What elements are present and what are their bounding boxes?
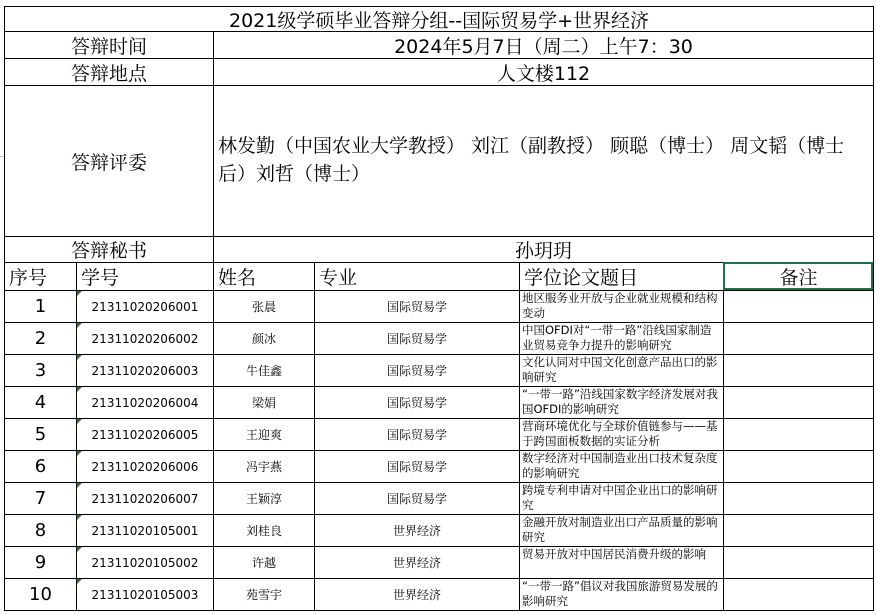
cell-no[interactable]: 6 [34, 456, 47, 477]
cell-major[interactable]: 国际贸易学 [386, 300, 447, 314]
cell-note[interactable] [724, 451, 873, 482]
grid-line [873, 6, 874, 611]
cell-major[interactable]: 国际贸易学 [386, 492, 447, 506]
cell-name[interactable]: 许越 [251, 556, 276, 570]
cell-id[interactable]: 21311020206002 [91, 331, 199, 346]
cell-name[interactable]: 张晨 [251, 300, 276, 314]
place-label[interactable]: 答辩地点 [70, 62, 147, 85]
cell-major[interactable]: 世界经济 [392, 524, 441, 538]
cell-thesis[interactable]: 金融开放对制造业出口产品质量的影响研究 [522, 515, 718, 544]
cell-name[interactable]: 梁娟 [251, 396, 276, 410]
col-header-no[interactable]: 序号 [9, 267, 48, 289]
cell-note[interactable] [724, 291, 873, 322]
cell-name[interactable]: 王迎爽 [245, 428, 282, 442]
time-value[interactable]: 2024年5月7日（周二）上午7：30 [394, 35, 693, 58]
cell-id[interactable]: 21311020206005 [91, 427, 199, 442]
col-header-note[interactable]: 备注 [779, 267, 818, 289]
sheet-title[interactable]: 2021级学硕毕业答辩分组--国际贸易学+世界经济 [229, 9, 649, 31]
cell-thesis[interactable]: 营商环境优化与全球价值链参与——基于跨国面板数据的实证分析 [522, 419, 718, 448]
cell-no[interactable]: 5 [34, 424, 47, 445]
cell-major[interactable]: 世界经济 [392, 588, 441, 602]
cell-id[interactable]: 21311020206003 [91, 363, 199, 378]
cell-thesis[interactable]: 贸易开放对中国居民消费升级的影响 [522, 547, 706, 561]
cell-major[interactable]: 世界经济 [392, 556, 441, 570]
cell-name[interactable]: 牛佳鑫 [245, 364, 282, 378]
committee-value[interactable]: 林发勤（中国农业大学教授） 刘江（副教授） 顾聪（博士） 周文韬（博士后）刘哲（博士） [218, 135, 845, 185]
cell-no[interactable]: 1 [34, 296, 47, 317]
row-edge [0, 156, 4, 157]
cell-no[interactable]: 2 [34, 328, 47, 349]
cell-id[interactable]: 21311020206004 [91, 395, 199, 410]
cell-thesis[interactable]: 地区服务业开放与企业就业规模和结构变动 [522, 291, 718, 320]
cell-note[interactable] [724, 515, 873, 546]
cell-name[interactable]: 颜冰 [251, 332, 276, 346]
cell-thesis[interactable]: 中国OFDI对“一带一路”沿线国家制造业贸易竞争力提升的影响研究 [522, 323, 712, 352]
active-cell-selection [723, 262, 873, 290]
cell-id[interactable]: 21311020206007 [91, 491, 199, 506]
col-header-major[interactable]: 专业 [319, 267, 358, 289]
cell-no[interactable]: 9 [34, 552, 47, 573]
cell-thesis[interactable]: 数字经济对中国制造业出口技术复杂度的影响研究 [522, 451, 718, 480]
cell-id[interactable]: 21311020105001 [91, 523, 199, 538]
grid-line [519, 262, 520, 611]
cell-no[interactable]: 10 [29, 584, 52, 605]
cell-note[interactable] [724, 483, 873, 514]
cell-no[interactable]: 3 [34, 360, 47, 381]
cell-id[interactable]: 21311020105003 [91, 587, 199, 602]
cell-name[interactable]: 冯宇燕 [245, 460, 282, 474]
cell-note[interactable] [724, 387, 873, 418]
col-header-id[interactable]: 学号 [81, 267, 120, 289]
cell-major[interactable]: 国际贸易学 [386, 428, 447, 442]
cell-thesis[interactable]: “一带一路”沿线国家数字经济发展对我国OFDI的影响研究 [522, 387, 718, 416]
time-label[interactable]: 答辩时间 [70, 35, 147, 58]
committee-label[interactable]: 答辩评委 [70, 151, 147, 174]
cell-major[interactable]: 国际贸易学 [386, 460, 447, 474]
grid-line [4, 610, 874, 611]
place-value[interactable]: 人文楼112 [496, 62, 591, 85]
cell-name[interactable]: 王颖淳 [245, 492, 282, 506]
cell-major[interactable]: 国际贸易学 [386, 364, 447, 378]
cell-note[interactable] [724, 323, 873, 354]
cell-thesis[interactable]: 跨境专利申请对中国企业出口的影响研究 [522, 483, 718, 512]
secretary-value[interactable]: 孙玥玥 [514, 240, 572, 262]
cell-no[interactable]: 8 [34, 520, 47, 541]
cell-thesis[interactable]: 文化认同对中国文化创意产品出口的影响研究 [522, 355, 718, 384]
col-header-thesis[interactable]: 学位论文题目 [524, 267, 639, 289]
cell-note[interactable] [724, 547, 873, 578]
cell-name[interactable]: 苑雪宇 [245, 588, 282, 602]
cell-no[interactable]: 7 [34, 488, 47, 509]
cell-no[interactable]: 4 [34, 392, 47, 413]
cell-id[interactable]: 21311020206001 [91, 299, 199, 314]
cell-name[interactable]: 刘桂良 [245, 524, 282, 538]
cell-note[interactable] [724, 419, 873, 450]
cell-id[interactable]: 21311020206006 [91, 459, 199, 474]
cell-major[interactable]: 国际贸易学 [386, 332, 447, 346]
cell-note[interactable] [724, 355, 873, 386]
cell-major[interactable]: 国际贸易学 [386, 396, 447, 410]
secretary-label[interactable]: 答辩秘书 [70, 240, 147, 262]
cell-note[interactable] [724, 579, 873, 610]
cell-id[interactable]: 21311020105002 [91, 555, 199, 570]
col-header-name[interactable]: 姓名 [218, 267, 257, 289]
cell-thesis[interactable]: “一带一路”倡议对我国旅游贸易发展的影响研究 [522, 579, 718, 608]
